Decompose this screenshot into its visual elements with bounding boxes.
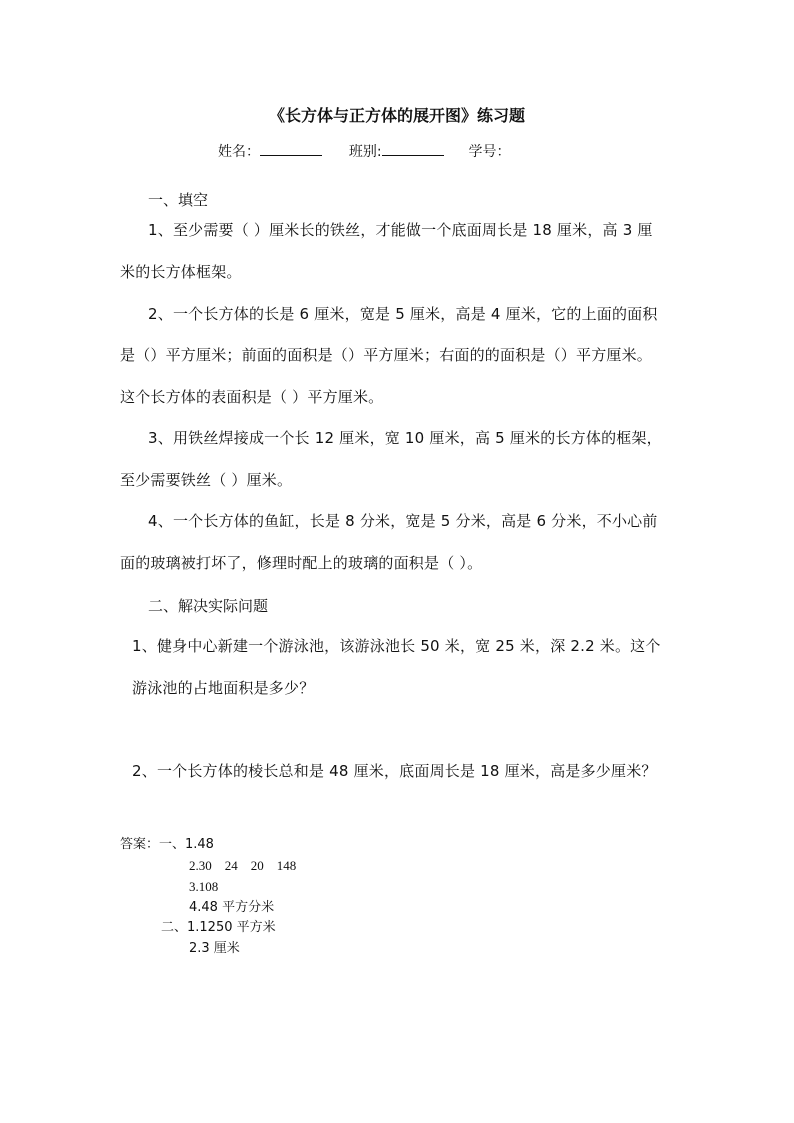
q4-line2: 面的玻璃被打坏了，修理时配上的玻璃的面积是（ ）。	[120, 554, 483, 572]
q1-line1: 1、至少需要（ ）厘米长的铁丝，才能做一个底面周长是 18 厘米，高 3 厘	[148, 221, 653, 239]
section1-heading: 一、填空	[148, 191, 209, 209]
q1-line2: 米的长方体框架。	[120, 263, 242, 281]
answer-1-3: 3.108	[189, 879, 219, 894]
problem1-line2: 游泳池的占地面积是多少？	[132, 679, 315, 697]
answer-label: 答案：一、1.48	[120, 837, 214, 852]
q2-line2: 是（）平方厘米；前面的面积是（）平方厘米；右面的的面积是（）平方厘米。	[120, 346, 653, 364]
answer-2-2: 2.3 厘米	[189, 941, 240, 956]
q2-line3: 这个长方体的表面积是（ ）平方厘米。	[120, 388, 384, 406]
answer-2-1: 二、1.1250 平方米	[161, 920, 276, 935]
page-title: 《长方体与正方体的展开图》练习题	[268, 106, 525, 125]
class-blank[interactable]	[382, 143, 444, 156]
q4-line1: 4、一个长方体的鱼缸，长是 8 分米，宽是 5 分米，高是 6 分米，不小心前	[148, 512, 658, 530]
class-label: 班别:	[348, 144, 382, 160]
name-blank[interactable]	[260, 143, 322, 156]
q3-line1: 3、用铁丝焊接成一个长 12 厘米，宽 10 厘米，高 5 厘米的长方体的框架，	[148, 429, 662, 447]
q3-line2: 至少需要铁丝（ ）厘米。	[120, 471, 293, 489]
number-label: 学号：	[468, 144, 511, 160]
name-label: 姓名：	[218, 144, 260, 160]
student-info-row	[218, 143, 511, 159]
answer-1-4: 4.48 平方分米	[189, 900, 275, 915]
answer-1-2: 2.30 24 20 148	[189, 858, 297, 873]
problem2-line1: 2、一个长方体的棱长总和是 48 厘米，底面周长是 18 厘米，高是多少厘米？	[132, 762, 657, 780]
section2-heading: 二、解决实际问题	[148, 597, 269, 615]
problem1-line1: 1、健身中心新建一个游泳池，该游泳池长 50 米，宽 25 米，深 2.2 米。这个	[132, 637, 661, 655]
q2-line1: 2、一个长方体的长是 6 厘米，宽是 5 厘米，高是 4 厘米，它的上面的面积	[148, 305, 658, 323]
